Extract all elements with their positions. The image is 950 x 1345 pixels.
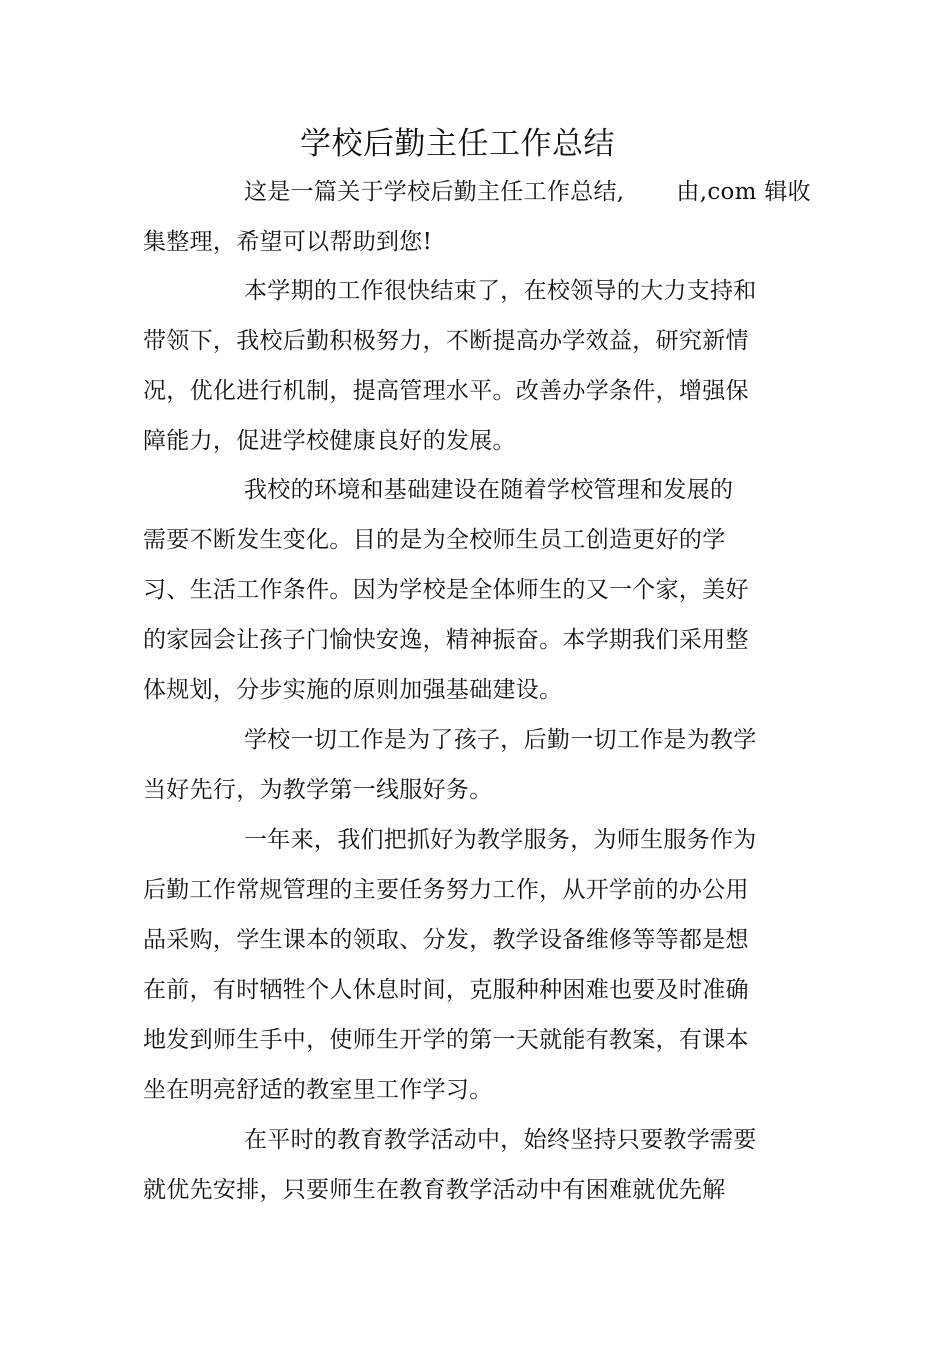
paragraph-line: 况，优化进行机制，提高管理水平。改善办学条件，增强保 xyxy=(143,378,749,404)
paragraph-line: 当好先行，为教学第一线服好务。 xyxy=(143,777,493,803)
paragraph-line: 就优先安排，只要师生在教育教学活动中有困难就优先解 xyxy=(143,1177,726,1203)
paragraph-line: 我校的环境和基础建设在随着学校管理和发展的 xyxy=(244,477,734,503)
paragraph-line: 坐在明亮舒适的教室里工作学习。 xyxy=(143,1077,493,1103)
paragraph-line: 在前，有时牺牲个人休息时间，克服种种困难也要及时准确 xyxy=(143,977,749,1003)
paragraph-line: 学校一切工作是为了孩子，后勤一切工作是为教学 xyxy=(244,727,757,753)
paragraph-line: 习、生活工作条件。因为学校是全体师生的又一个家，美好 xyxy=(143,577,749,603)
paragraph-line: 后勤工作常规管理的主要任务努力工作，从开学前的办公用 xyxy=(143,877,749,903)
paragraph-line: 一年来，我们把抓好为教学服务，为师生服务作为 xyxy=(244,827,757,853)
page-title: 学校后勤主任工作总结 xyxy=(300,126,615,162)
intro-line-1 xyxy=(244,176,811,208)
paragraph-line: 品采购，学生课本的领取、分发，教学设备维修等等都是想 xyxy=(143,927,749,953)
paragraph-line: 需要不断发生变化。目的是为全校师生员工创造更好的学 xyxy=(143,527,726,553)
intro-source: 由,com 辑收 xyxy=(676,179,811,205)
paragraph-line: 体规划，分步实施的原则加强基础建设。 xyxy=(143,677,563,703)
paragraph-line: 障能力，促进学校健康良好的发展。 xyxy=(143,428,516,454)
paragraph-line: 带领下，我校后勤积极努力，不断提高办学效益，研究新情 xyxy=(143,328,749,354)
paragraph-line: 地发到师生手中，使师生开学的第一天就能有教案，有课本 xyxy=(143,1027,749,1053)
paragraph-line: 本学期的工作很快结束了，在校领导的大力支持和 xyxy=(244,278,757,304)
intro-text: 这是一篇关于学校后勤主任工作总结, xyxy=(244,179,625,205)
paragraph-line: 在平时的教育教学活动中，始终坚持只要教学需要 xyxy=(244,1127,757,1153)
paragraph-line: 的家园会让孩子门愉快安逸，精神振奋。本学期我们采用整 xyxy=(143,627,749,653)
intro-line-2: 集整理，希望可以帮助到您! xyxy=(143,229,433,255)
